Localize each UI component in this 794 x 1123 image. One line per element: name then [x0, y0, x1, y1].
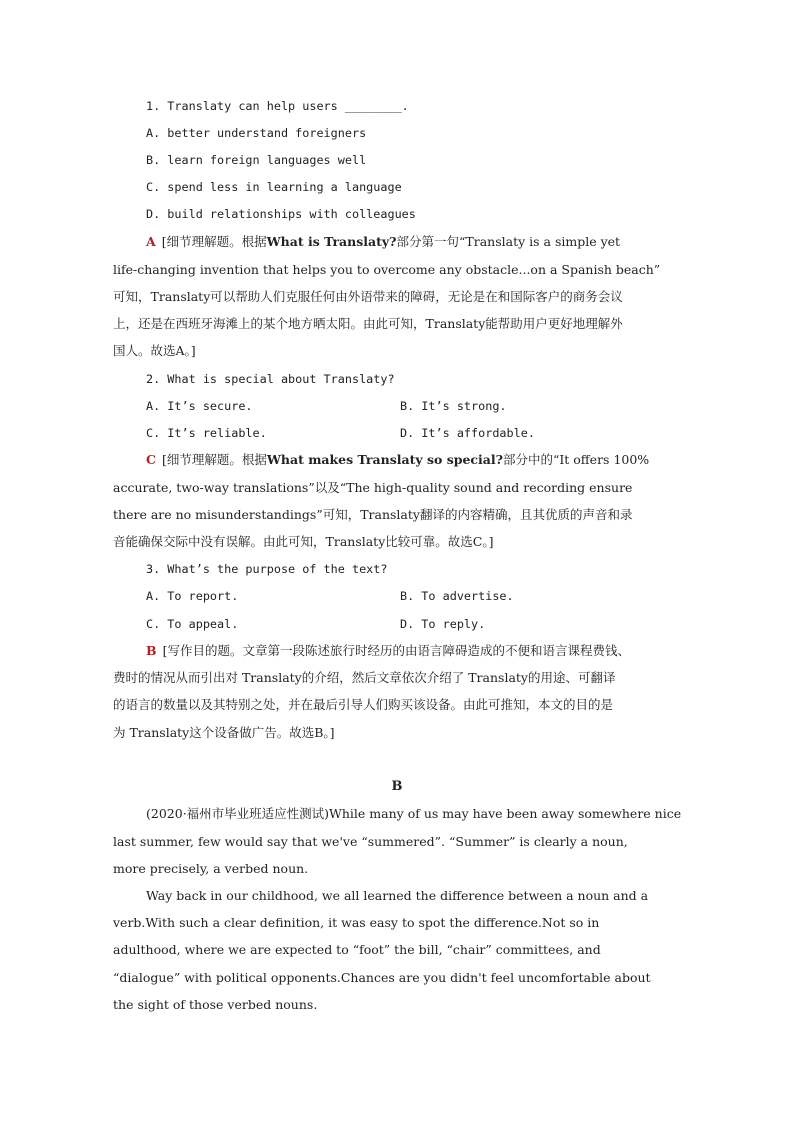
q2-option-a: A. It’s secure. — [146, 399, 253, 413]
q1-exp-post: 部分第一句“Translaty is a simple yet — [396, 234, 621, 249]
q2-stem: 2. What is special about Translaty? — [146, 372, 395, 386]
q2-exp-post: 部分中的“It offers 100% — [502, 452, 650, 467]
q3-explanation-line-1 — [146, 643, 630, 659]
q3-stem: 3. What’s the purpose of the text? — [146, 562, 388, 576]
q1-option-b: B. learn foreign languages well — [146, 153, 367, 167]
section-b-p2-line-3: adulthood, where we are expected to “foot” the bill, “chair” committees, and — [113, 942, 601, 957]
section-b-p2-line-4: “dialogue” with political opponents.Chances are you didn't feel uncomfortable about — [113, 970, 651, 985]
section-b-p1-line-2: last summer, few would say that we've “summered”. “Summer” is clearly a noun, — [113, 834, 628, 849]
q3-answer-letter: B — [146, 643, 157, 658]
q2-explanation-line-1 — [146, 452, 649, 468]
q2-answer-letter: C — [146, 452, 156, 467]
q3-explanation-line-3: 的语言的数量以及其特别之处，并在最后引导人们购买该设备。由此可推知，本文的目的是 — [113, 697, 614, 712]
q3-option-b: B. To advertise. — [400, 589, 514, 603]
q2-explanation-line-2: accurate, two-way translations”以及“The high-quality sound and recording ensure — [113, 480, 633, 495]
q2-option-b: B. It’s strong. — [400, 399, 507, 413]
q1-explanation-line-5: 国人。故选A。] — [113, 343, 196, 358]
q1-stem: 1. Translaty can help users ________. — [146, 99, 409, 113]
q2-option-d: D. It’s affordable. — [400, 426, 535, 440]
q2-option-c: C. It’s reliable. — [146, 426, 267, 440]
section-b-p2-line-2: verb.With such a clear definition, it was easy to spot the difference.Not so in — [113, 915, 600, 930]
q1-answer-letter: A — [146, 234, 156, 249]
q1-option-a: A. better understand foreigners — [146, 126, 367, 140]
q3-explanation-line-2: 费时的情况从而引出对 Translaty的介绍，然后文章依次介绍了 Translaty的用途、可翻译 — [113, 670, 616, 685]
q1-exp-pre: [细节理解题。根据 — [161, 234, 267, 249]
q1-option-c: C. spend less in learning a language — [146, 180, 402, 194]
q3-option-d: D. To reply. — [400, 617, 486, 631]
section-b-p1-line-3: more precisely, a verbed noun. — [113, 861, 309, 876]
q2-explanation-line-4: 音能确保交际中没有误解。由此可知，Translaty比较可靠。故选C。] — [113, 534, 494, 549]
section-b-title: B — [391, 779, 403, 794]
section-b-p2-line-1: Way back in our childhood, we all learned the difference between a noun and a — [146, 888, 649, 903]
q1-explanation-line-3: 可知，Translaty可以帮助人们克服任何由外语带来的障碍，无论是在和国际客户的商务会议 — [113, 289, 623, 304]
q2-exp-bold: What makes Translaty so special? — [266, 452, 503, 467]
q1-explanation-line-1 — [146, 234, 620, 250]
q2-explanation-line-3: there are no misunderstandings”可知，Translaty翻译的内容精确，且其优质的声音和录 — [113, 507, 633, 522]
q3-exp-text: [写作目的题。文章第一段陈述旅行时经历的由语言障碍造成的不便和语言课程费钱、 — [162, 643, 630, 658]
q3-explanation-line-4: 为 Translaty这个设备做广告。故选B。] — [113, 725, 335, 740]
q2-exp-pre: [细节理解题。根据 — [161, 452, 267, 467]
q1-explanation-line-4: 上，还是在西班牙海滩上的某个地方晒太阳。由此可知，Translaty能帮助用户更好地理解外 — [113, 316, 623, 331]
q1-option-d: D. build relationships with colleagues — [146, 207, 416, 221]
q3-option-c: C. To appeal. — [146, 617, 239, 631]
q1-explanation-line-2: life-changing invention that helps you to overcome any obstacle...on a Spanish beach” — [113, 262, 661, 277]
q1-exp-bold: What is Translaty? — [266, 234, 397, 249]
section-b-p1-line-1: (2020·福州市毕业班适应性测试)While many of us may have been away somewhere nice — [146, 806, 682, 821]
q3-option-a: A. To report. — [146, 589, 239, 603]
section-b-p2-line-5: the sight of those verbed nouns. — [113, 997, 318, 1012]
